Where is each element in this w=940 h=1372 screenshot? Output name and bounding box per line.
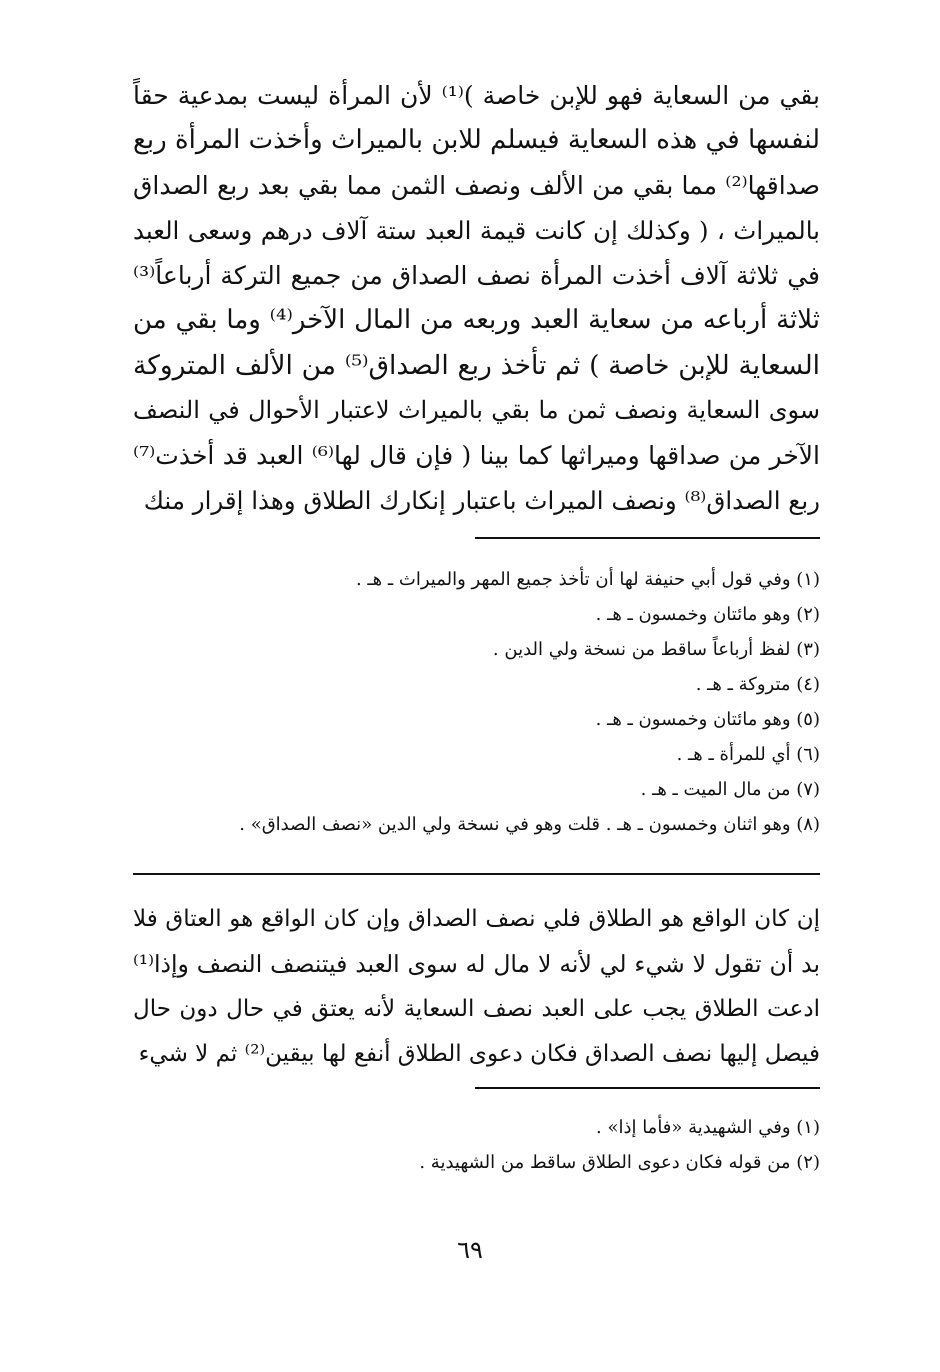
text-line: في ثلاثة آلاف أخذت المرأة نصف الصداق من جميع التركة أرباعاً⁽³⁾ [133, 261, 820, 290]
text-line: صداقها⁽²⁾ مما بقي من الألف ونصف الثمن مما بقي بعد ربع الصداق [133, 171, 820, 200]
text-line: ربع الصداق⁽⁸⁾ ونصف الميراث باعتبار إنكارك الطلاق وهذا إقرار منك [143, 486, 820, 515]
footnote: (٧) من مال الميت ـ هـ . [640, 779, 820, 800]
footnote: (٤) متروكة ـ هـ . [695, 674, 820, 695]
footnote: (٨) وهو اثنان وخمسون ـ هـ . قلت وهو في نسخة ولي الدين «نصف الصداق» . [239, 814, 820, 835]
text-line: فيصل إليها نصف الصداق فكان دعوى الطلاق أنفع لها بيقين⁽²⁾ ثم لا شيء [138, 1041, 820, 1067]
page-number: ٦٩ [457, 1236, 483, 1264]
section-divider [133, 873, 820, 875]
footnote-separator [475, 537, 820, 539]
footnote: (٣) لفظ أرباعاً ساقط من نسخة ولي الدين . [492, 639, 820, 660]
main-text-section-2 [133, 897, 820, 1077]
text-line: لنفسها في هذه السعاية فيسلم للابن بالميراث وأخذت المرأة ربع [133, 125, 820, 155]
footnotes-section-2 [133, 1110, 820, 1180]
text-line: سوى السعاية ونصف ثمن ما بقي بالميراث لاعتبار الأحوال في النصف [133, 396, 820, 424]
footnote-separator [475, 1087, 820, 1089]
text-line: الآخر من صداقها وميراثها كما بينا ( فإن قال لها⁽⁶⁾ العبد قد أخذت⁽⁷⁾ [133, 441, 820, 470]
footnotes-section-1 [133, 562, 820, 842]
text-line: إن كان الواقع هو الطلاق فلي نصف الصداق وإن كان الواقع هو العتاق فلا [133, 906, 820, 932]
main-text-section-1 [133, 73, 820, 523]
footnote: (١) وفي قول أبي حنيفة لها أن تأخذ جميع المهر والميراث ـ هـ . [355, 569, 820, 590]
footnote: (١) وفي الشهيدية «فأما إذا» . [596, 1117, 820, 1138]
text-line: ادعت الطلاق يجب على العبد نصف السعاية لأنه يعتق في حال دون حال [133, 996, 820, 1022]
text-line: ثلاثة أرباعه من سعاية العبد وربعه من المال الآخر⁽⁴⁾ وما بقي من [133, 305, 820, 335]
text-line: بقي من السعاية فهو للإبن خاصة )⁽¹⁾ لأن المرأة ليست بمدعية حقاً [133, 81, 820, 110]
footnote: (٦) أي للمرأة ـ هـ . [676, 744, 820, 765]
text-line: بالميراث ، ( وكذلك إن كانت قيمة العبد ستة آلاف درهم وسعى العبد [133, 216, 820, 245]
footnote: (٢) من قوله فكان دعوى الطلاق ساقط من الشهيدية . [419, 1152, 820, 1173]
text-line: السعاية للإبن خاصة ) ثم تأخذ ربع الصداق⁽⁵⁾ من الألف المتروكة [133, 350, 820, 381]
text-line: بد أن تقول لا شيء لي لأنه لا مال له سوى العبد فيتنصف النصف وإذا⁽¹⁾ [133, 950, 820, 978]
footnote: (٢) وهو مائتان وخمسون ـ هـ . [595, 604, 820, 625]
footnote: (٥) وهو مائتان وخمسون ـ هـ . [595, 709, 820, 730]
